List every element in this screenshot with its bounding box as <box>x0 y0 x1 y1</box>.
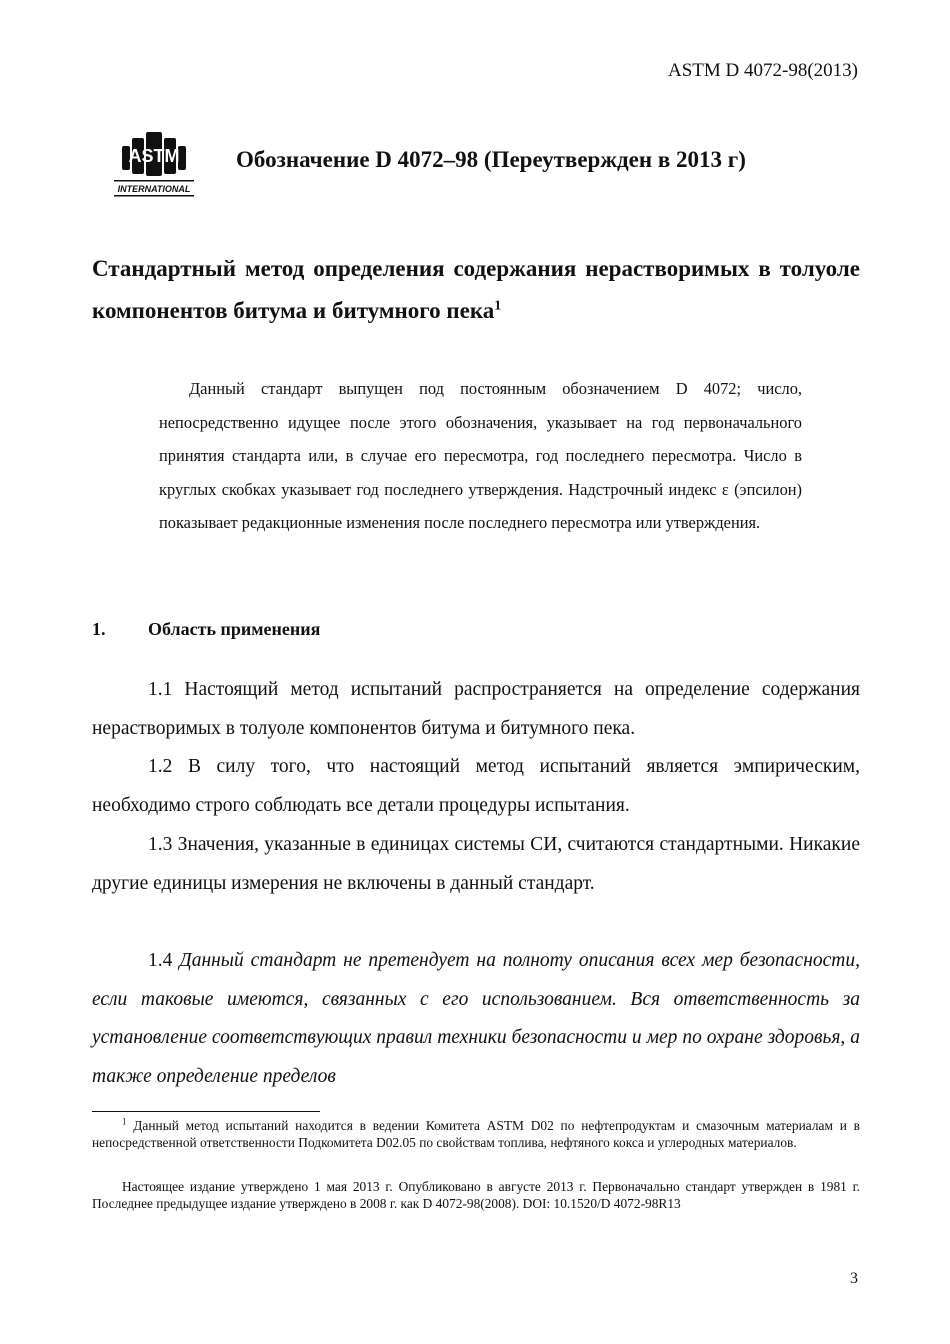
page-number: 3 <box>850 1270 858 1287</box>
paragraph-1-4 <box>92 942 860 1097</box>
title-footnote-mark: 1 <box>494 298 502 314</box>
paragraph-1-2 <box>92 748 860 825</box>
paragraph-1-3 <box>92 826 860 903</box>
paragraph-1-1 <box>92 671 860 748</box>
footnote-divider <box>92 1111 320 1112</box>
section-number: 1. <box>92 619 106 639</box>
footnote-text: Данный метод испытаний находится в ведении Комитета ASTM D02 по нефтепродуктам и смазочным материалам и в непосредственной ответственности Подкомитета D02.05 по свойствам топлива, нефтяного кокса и углеродных материалов. <box>92 1118 860 1151</box>
footnote-text: Настоящее издание утверждено 1 мая 2013 г. Опубликовано в августе 2013 г. Первоначально стандарт утвержден в 1981 г. Последнее предыдущее издание утверждено в 2008 г. как D 4072-98(2008). DOI: 10.1520/D 4072-98R13 <box>92 1179 860 1212</box>
document-title-text: Стандартный метод определения содержания нерастворимых в толуоле компонентов битума и битумного пека <box>92 256 860 323</box>
svg-text:ASTM: ASTM <box>128 146 180 166</box>
designation: Обозначение D 4072–98 (Переутвержден в 2013 г) <box>236 147 746 172</box>
document-title <box>92 248 860 332</box>
paragraph-text: Данный стандарт не претендует на полноту описания всех мер безопасности, если таковые имеются, связанных с его использованием. Вся ответственность за установление соответствующих правил техники безопасности и мер по охране здоровья, а также определение пределов <box>92 950 860 1088</box>
paragraph-number: 1.1 <box>148 679 173 700</box>
section-title: Область применения <box>148 619 321 639</box>
footnote-2 <box>92 1178 860 1212</box>
paragraph-number: 1.3 <box>148 834 173 855</box>
paragraph-text: В силу того, что настоящий метод испытаний является эмпирическим, необходимо строго соблюдать все детали процедуры испытания. <box>92 756 861 816</box>
footnote-1 <box>92 1117 860 1151</box>
footnote-mark: 1 <box>122 1116 127 1127</box>
designation-notice: Данный стандарт выпущен под постоянным обозначением D 4072; число, непосредственно идущее после этого обозначения, указывает на год первоначального принятия стандарта или, в случае его пересмотра, год последнего пересмотра. Число в круглых скобках указывает год последнего утверждения. Надстрочный индекс ε (эпсилон) показывает редакционные изменения после последнего пересмотра или утверждения. <box>159 379 802 532</box>
paragraph-number: 1.2 <box>148 756 173 777</box>
paragraph-text: Настоящий метод испытаний распространяется на определение содержания нерастворимых в толуоле компонентов битума и битумного пека. <box>92 679 860 739</box>
astm-logo-icon <box>112 128 196 200</box>
svg-text:INTERNATIONAL: INTERNATIONAL <box>117 184 191 194</box>
astm-logo <box>112 128 196 200</box>
standard-code: ASTM D 4072-98(2013) <box>668 60 858 81</box>
paragraph-number: 1.4 <box>148 950 173 971</box>
paragraph-text: Значения, указанные в единицах системы СИ, считаются стандартными. Никакие другие единицы измерения не включены в данный стандарт. <box>92 834 861 894</box>
